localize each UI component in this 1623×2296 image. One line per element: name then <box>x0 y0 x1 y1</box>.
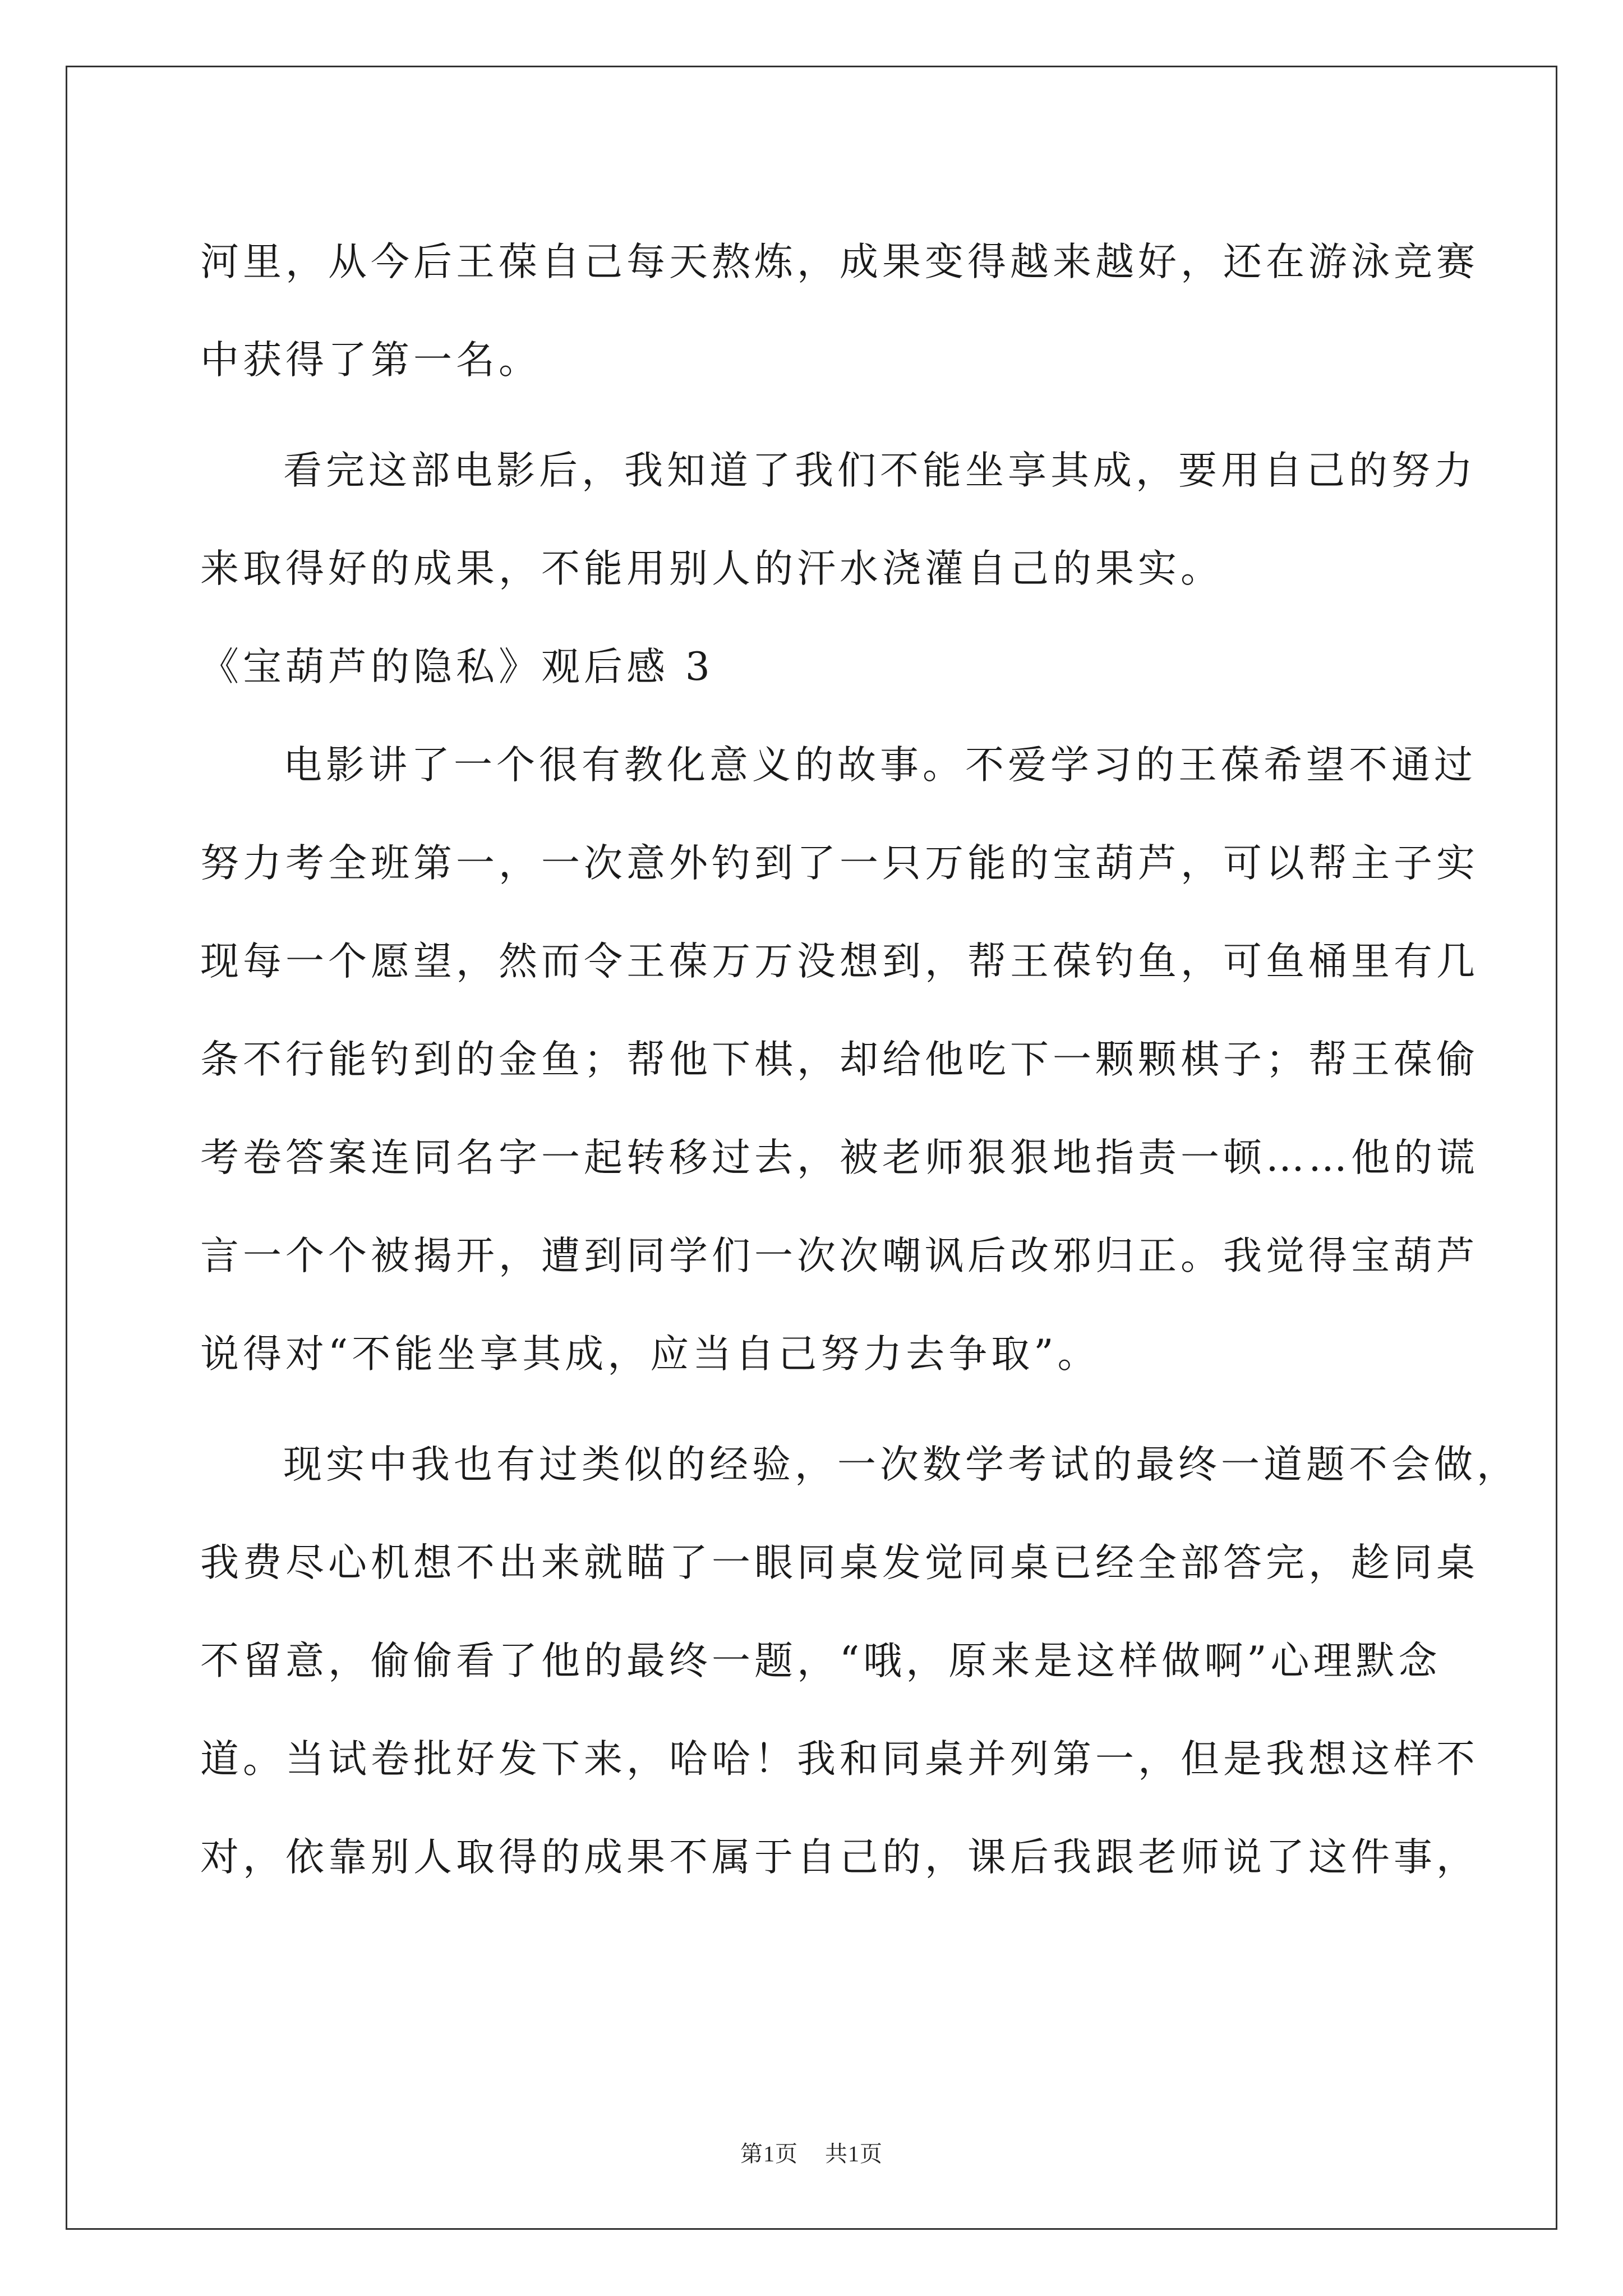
text-line: 不留意，偷偷看了他的最终一题，“哦，原来是这样做啊”心理默念 <box>200 1639 1441 1683</box>
text-line: 来取得好的成果，不能用别人的汗水浇灌自己的果实。 <box>200 546 1223 591</box>
section-heading <box>200 618 1428 716</box>
page-number: 第1页 <box>740 2141 798 2166</box>
text-line: 道。当试卷批好发下来，哈哈！我和同桌并列第一，但是我想这样不 <box>200 1737 1479 1782</box>
text-line: 电影讲了一个很有教化意义的故事。不爱学习的王葆希望不通过 <box>283 743 1477 788</box>
text-line: 说得对“不能坐享其成，应当自己努力去争取”。 <box>200 1332 1100 1377</box>
paragraph-experience <box>200 1416 1519 1907</box>
page-total: 共1页 <box>825 2141 883 2166</box>
page-footer <box>0 2136 1623 2168</box>
text-line: 我费尽心机想不出来就瞄了一眼同桌发觉同桌已经全部答完，趁同桌 <box>200 1540 1479 1585</box>
document-body <box>200 213 1519 1907</box>
text-line: 现每一个愿望，然而令王葆万万没想到，帮王葆钓鱼，可鱼桶里有几 <box>200 939 1479 984</box>
paragraph-continuation <box>200 213 1479 409</box>
text-line: 中获得了第一名。 <box>200 338 541 383</box>
text-line: 条不行能钓到的金鱼；帮他下棋，却给他吃下一颗颗棋子；帮王葆偷 <box>200 1037 1479 1082</box>
paragraph-conclusion <box>200 422 1477 618</box>
paragraph-story <box>200 716 1479 1404</box>
text-line: 言一个个被揭开，遭到同学们一次次嘲讽后改邪归正。我觉得宝葫芦 <box>200 1234 1479 1278</box>
text-line: 努力考全班第一，一次意外钓到了一只万能的宝葫芦，可以帮主子实 <box>200 841 1479 886</box>
heading-text: 《宝葫芦的隐私》观后感 3 <box>200 645 714 689</box>
text-line: 现实中我也有过类似的经验，一次数学考试的最终一道题不会做， <box>283 1442 1519 1487</box>
text-line: 对，依靠别人取得的成果不属于自己的，课后我跟老师说了这件事， <box>200 1835 1479 1880</box>
text-line: 河里，从今后王葆自己每天熬炼，成果变得越来越好，还在游泳竞赛 <box>200 240 1479 284</box>
text-line: 考卷答案连同名字一起转移过去，被老师狠狠地指责一顿……他的谎 <box>200 1135 1479 1180</box>
text-line: 看完这部电影后，我知道了我们不能坐享其成，要用自己的努力 <box>283 448 1477 493</box>
